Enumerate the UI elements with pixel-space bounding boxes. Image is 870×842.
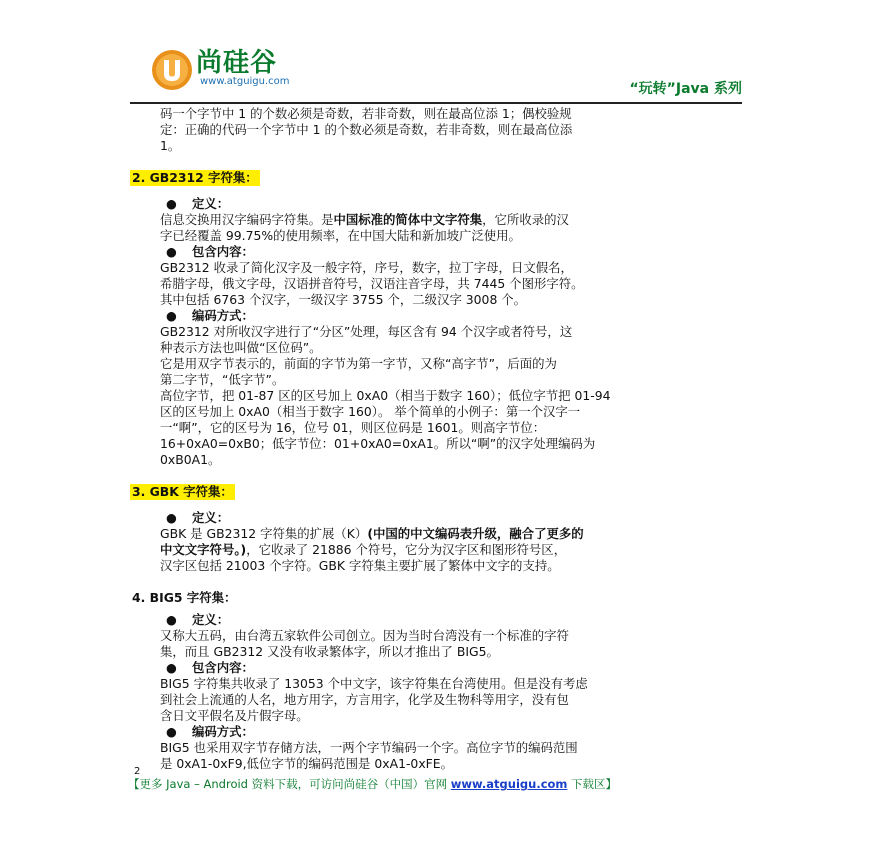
footer-banner: [128, 776, 748, 792]
logo-url: www.atguigu.com: [200, 76, 290, 87]
paragraph-line: 区的区号加上 0xA0（相当于数字 160）。 举个简单的小例子：第一个汉字一: [160, 404, 581, 419]
paragraph-line: 是 0xA1-0xF9,低位字节的编码范围是 0xA1-0xFE。: [160, 756, 453, 771]
paragraph-line: 到社会上流通的人名，地方用字，方言用字，化学及生物科等用字，没有包: [160, 692, 569, 707]
paragraph-line: 它是用双字节表示的，前面的字节为第一字节，又称“高字节”，后面的为: [160, 356, 557, 371]
bold-text: (中国的中文编码表升级，融合了更多的: [367, 526, 584, 541]
header-divider: [130, 102, 742, 104]
paragraph-line: 高位字节，把 01-87 区的区号加上 0xA0（相当于数字 160）；低位字节把 01-94: [160, 388, 611, 403]
bullet-encoding: [160, 724, 742, 740]
footer-text: 【更多 Java – Android 资料下载，可访问尚硅谷（中国）官网: [128, 777, 451, 791]
footer-website-link[interactable]: www.atguigu.com: [450, 777, 568, 791]
page-number: 2: [134, 766, 141, 777]
bullet-encoding: [160, 308, 742, 324]
paragraph-line: 第二字节，“低字节”。: [160, 372, 285, 387]
bullet-label: 包含内容：: [192, 244, 254, 259]
paragraph-line: [160, 212, 742, 228]
paragraph-line: [160, 542, 742, 558]
paragraph-line: 又称大五码，由台湾五家软件公司创立。因为当时台湾没有一个标准的字符: [160, 628, 569, 643]
paragraph-line: BIG5 字符集共收录了 13053 个中文字，该字符集在台湾使用。但是没有考虑: [160, 676, 588, 691]
bullet-icon: ●: [166, 660, 177, 675]
text-span: 信息交换用汉字编码字符集。是: [160, 212, 334, 227]
paragraph-line: BIG5 也采用双字节存储方法，一两个字节编码一个字。高位字节的编码范围: [160, 740, 578, 755]
bullet-label: 定义：: [192, 196, 230, 211]
bullet-label: 定义：: [192, 612, 230, 627]
atguigu-logo: [150, 48, 340, 92]
paragraph-line: 集，而且 GB2312 又没有收录繁体字，所以才推出了 BIG5。: [160, 644, 499, 659]
paragraph-line: GB2312 收录了简化汉字及一般字符，序号，数字，拉丁字母，日文假名，: [160, 260, 573, 275]
paragraph-line: 16+0xA0=0xB0；低字节位：01+0xA0=0xA1。所以“啊”的汉字处理编码为: [160, 436, 596, 451]
bullet-icon: ●: [166, 308, 177, 323]
bullet-label: 编码方式：: [192, 724, 254, 739]
section-heading-gbk: 3. GBK 字符集：: [132, 484, 233, 499]
paragraph-line: 汉字区包括 21003 个字符。GBK 字符集主要扩展了繁体中文字的支持。: [160, 558, 560, 573]
paragraph-line: GB2312 对所收汉字进行了“分区”处理，每区含有 94 个汉字或者符号，这: [160, 324, 573, 339]
text-span: GBK 是 GB2312 字符集的扩展（K）: [160, 526, 368, 541]
logo-text: 尚硅谷: [196, 48, 278, 78]
bullet-contents: [160, 660, 742, 676]
paragraph-line: [160, 526, 742, 542]
bullet-definition: [160, 510, 742, 526]
text-span: ，它收录了 21886 个符号，它分为汉字区和图形符号区，: [246, 542, 567, 557]
paragraph-line: 含日文平假名及片假字母。: [160, 708, 309, 723]
bullet-icon: ●: [166, 724, 177, 739]
intro-line: 1。: [160, 138, 181, 153]
paragraph-line: 0xB0A1。: [160, 452, 221, 467]
bold-text: 中文文字符号。): [160, 542, 247, 557]
intro-line: 码一个字节中 1 的个数必须是奇数，若非奇数，则在最高位添 1；偶校验规: [160, 106, 572, 121]
bullet-label: 编码方式：: [192, 308, 254, 323]
bullet-icon: ●: [166, 196, 177, 211]
bullet-definition: [160, 612, 742, 628]
paragraph-line: 其中包括 6763 个汉字，一级汉字 3755 个，二级汉字 3008 个。: [160, 292, 527, 307]
logo-u-icon: [150, 48, 194, 92]
section-heading-big5: 4. BIG5 字符集：: [132, 590, 237, 605]
paragraph-line: 种表示方法也叫做“区位码”。: [160, 340, 322, 355]
bold-text: 中国标准的简体中文字符集: [333, 212, 483, 227]
intro-line: 定：正确的代码一个字节中 1 的个数必须是奇数，若非奇数，则在最高位添: [160, 122, 573, 137]
bullet-contents: [160, 244, 742, 260]
bullet-label: 定义：: [192, 510, 230, 525]
bullet-icon: ●: [166, 244, 177, 259]
paragraph-line: 希腊字母，俄文字母，汉语拼音符号，汉语注音字母，共 7445 个图形字符。: [160, 276, 584, 291]
series-title: “玩转”Java 系列: [629, 81, 742, 97]
bullet-icon: ●: [166, 612, 177, 627]
paragraph-line: 字已经覆盖 99.75%的使用频率，在中国大陆和新加坡广泛使用。: [160, 228, 521, 243]
footer-text: 下载区】: [567, 777, 618, 791]
document-body: [132, 106, 742, 772]
bullet-label: 包含内容：: [192, 660, 254, 675]
bullet-definition: [160, 196, 742, 212]
section-heading-gb2312: 2. GB2312 字符集：: [132, 170, 258, 185]
text-span: ，它所收录的汉: [482, 212, 569, 227]
bullet-icon: ●: [166, 510, 177, 525]
paragraph-line: 一“啊”，它的区号为 16，位号 01，则区位码是 1601。则高字节位：: [160, 420, 546, 435]
